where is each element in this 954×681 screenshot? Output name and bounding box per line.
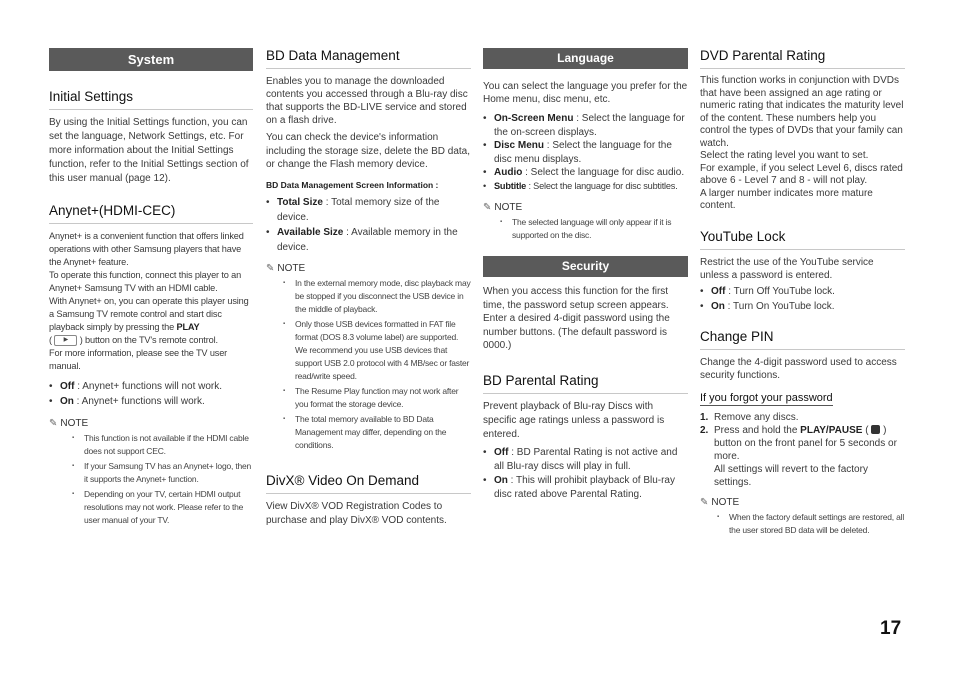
security-section-bar: Security: [483, 256, 688, 277]
change-pin-body: Change the 4-digit password used to access security functions.: [700, 356, 897, 381]
language-section-bar: Language: [483, 48, 688, 69]
youtube-lock-body: Restrict the use of the YouTube service unless a password is entered.: [700, 256, 874, 281]
bd-parental-list: [483, 446, 688, 502]
security-body: When you access this function for the first time, the password setup screen appears. Enter a desired 4-digit password using the number buttons. (The default password is 0000.): [483, 286, 670, 351]
pencil-icon: ✎: [49, 418, 58, 429]
youtube-lock-heading: YouTube Lock: [700, 229, 905, 250]
list-item: • On : This will prohibit playback of Blu-ray disc rated above Parental Rating.: [483, 474, 688, 502]
dvd-parental-body: [700, 75, 905, 213]
anynet-p2: To operate this function, connect this player to an Anynet+ Samsung TV with an HDMI cable.: [49, 270, 242, 293]
list-item: 2. Press and hold the PLAY/PAUSE ( ) button on the front panel for 5 seconds or more. All settings will revert to the factory settings.: [700, 424, 897, 488]
bd-data-p1: Enables you to manage the downloaded contents you accessed through a Blu-ray disc that supports the BD-LIVE service and stored on a flash drive.: [266, 76, 468, 126]
anynet-note: ✎ NOTE: [49, 418, 89, 429]
language-intro: You can select the language you prefer for the Home menu, disc menu, etc.: [483, 81, 688, 105]
list-item: • On : Turn On YouTube lock.: [700, 299, 905, 314]
bd-parental-body: Prevent playback of Blu-ray Discs with specific age ratings unless a password is entered.: [483, 400, 665, 440]
list-item: ▪ If your Samsung TV has an Anynet+ logo, then it supports the Anynet+ function.: [72, 460, 253, 486]
list-item: • Subtitle : Select the language for disc subtitles.: [483, 180, 688, 194]
bd-data-note-list: [266, 277, 471, 452]
bd-data-heading: BD Data Management: [266, 48, 471, 69]
change-pin-note: ✎ NOTE: [700, 496, 740, 508]
change-pin-note-list: [700, 511, 905, 537]
list-item: • Off : Turn Off YouTube lock.: [700, 284, 905, 299]
play-label: PLAY: [176, 322, 200, 332]
initial-settings-heading: Initial Settings: [49, 89, 253, 110]
dvd-parental-p3: For example, if you select Level 6, discs rated above 6 - Level 7 and 8 - will not play.: [700, 162, 903, 186]
bd-data-list: [266, 195, 471, 255]
list-item: ▪ Depending on your TV, certain HDMI output resolutions may not work. Please refer to the user manual of your TV.: [72, 488, 253, 527]
dvd-parental-p1: This function works in conjunction with DVDs that have been assigned an age rating or numeric rating that indicates the maturity level of the content. These numbers help you control the types of DVDs that your family can watch.: [700, 75, 904, 149]
list-item: ▪ The selected language will only appear if it is supported on the disc.: [500, 216, 688, 242]
bd-data-p2: You can check the device's information including the storage size, delete the BD data, or change the Flash memory device.: [266, 132, 471, 170]
anynet-heading: Anynet+(HDMI-CEC): [49, 203, 253, 224]
forgot-password-steps: [700, 411, 905, 489]
dvd-parental-p2: Select the rating level you want to set.: [700, 150, 869, 161]
bd-parental-heading: BD Parental Rating: [483, 373, 688, 394]
list-item: • On-Screen Menu : Select the language for the on-screen displays.: [483, 112, 688, 139]
dvd-parental-heading: DVD Parental Rating: [700, 48, 905, 69]
anynet-body: [49, 230, 253, 373]
list-item: ▪ This function is not available if the HDMI cable does not support CEC.: [72, 432, 253, 458]
list-item: ▪ The Resume Play function may not work after you format the storage device.: [283, 385, 471, 411]
list-item: • Disc Menu : Select the language for the disc menu displays.: [483, 139, 688, 166]
list-item: • Total Size : Total memory size of the device.: [266, 195, 471, 225]
column-1: [49, 48, 253, 529]
list-item: ▪ When the factory default settings are restored, all the user stored BD data will be deleted.: [717, 511, 905, 537]
play-pause-button-icon: [871, 425, 880, 434]
youtube-lock-list: [700, 284, 905, 314]
list-item: • Available Size : Available memory in the device.: [266, 225, 471, 255]
language-note-list: [483, 216, 688, 242]
list-item: ▪ The total memory available to BD Data Management may differ, depending on the conditions.: [283, 413, 471, 452]
page-number: 17: [880, 618, 902, 639]
bd-data-screen-info: BD Data Management Screen Information :: [266, 179, 439, 190]
language-list: [483, 112, 688, 193]
initial-settings-body: By using the Initial Settings function, you can set the language, Network Settings, etc. For more information about the Initial Settings function, refer to the Initial Settings section of this user manual (page 12).: [49, 117, 249, 184]
forgot-password-heading: If you forgot your password: [700, 391, 833, 404]
language-note: ✎ NOTE: [483, 202, 523, 213]
pencil-icon: ✎: [266, 262, 275, 274]
anynet-p3: With Anynet+ on, you can operate this player using a Samsung TV remote control and start disc playback simply by pressing the PLAY ( ▶ ) button on the TV's remote control.: [49, 296, 249, 345]
column-4: [700, 48, 905, 539]
pencil-icon: ✎: [700, 496, 709, 508]
divx-heading: DivX® Video On Demand: [266, 473, 471, 494]
pencil-icon: ✎: [483, 202, 492, 213]
bd-data-note: ✎ NOTE: [266, 262, 306, 274]
system-section-bar: System: [49, 48, 253, 71]
play-button-icon: ▶: [54, 335, 77, 346]
list-item: • Off : BD Parental Rating is not active and all Blu-ray discs will play in full.: [483, 446, 688, 474]
list-item: 1. Remove any discs.: [700, 411, 799, 423]
list-item: • On : Anynet+ functions will work.: [49, 394, 253, 409]
list-item: ▪ In the external memory mode, disc playback may be stopped if you disconnect the USB device in the middle of playback.: [283, 277, 471, 316]
column-3: [483, 48, 688, 502]
anynet-options-list: [49, 379, 253, 409]
column-2: [266, 48, 471, 528]
anynet-p4: For more information, please see the TV user manual.: [49, 348, 228, 371]
list-item: ▪ Only those USB devices formatted in FAT file format (DOS 8.3 volume label) are supported. We recommend you use USB devices that support USB 2.0 protocol with 4 MB/sec or faster read/write speed.: [283, 318, 471, 383]
anynet-p1: Anynet+ is a convenient function that offers linked operations with other Samsung players that have the Anynet+ feature.: [49, 231, 244, 267]
list-item: • Audio : Select the language for disc audio.: [483, 166, 688, 180]
dvd-parental-p4: A larger number indicates more mature content.: [700, 187, 873, 211]
divx-body: View DivX® VOD Registration Codes to purchase and play DivX® VOD contents.: [266, 500, 447, 526]
list-item: • Off : Anynet+ functions will not work.: [49, 379, 253, 394]
anynet-note-list: [49, 432, 253, 527]
change-pin-heading: Change PIN: [700, 329, 905, 350]
